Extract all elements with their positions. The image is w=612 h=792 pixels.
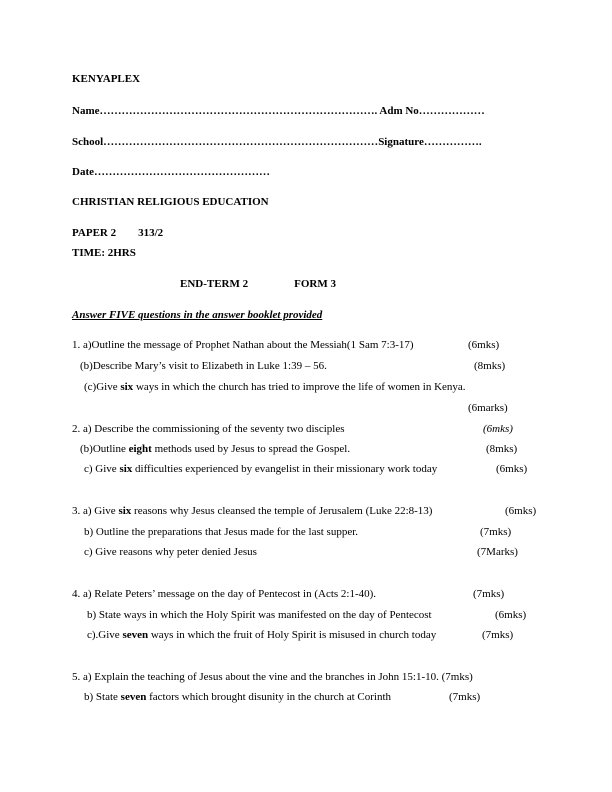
question-1b-marks: (8mks) [474,360,506,372]
question-1c-marks: (6marks) [468,402,508,414]
school-field-row [72,136,482,149]
question-2b-marks: (8mks) [486,443,518,455]
question-2c-marks: (6mks) [496,463,528,475]
question-4b: b) State ways in which the Holy Spirit was manifested on the day of Pentecost [87,609,432,621]
question-2c: c) Give six difficulties experienced by evangelist in their missionary work today [84,463,438,475]
term-label: END-TERM 2 [180,278,249,290]
exam-term [180,278,336,291]
question-2a-marks: (6mks) [483,423,513,435]
question-3b-marks: (7mks) [480,526,512,538]
question-3a: 3. a) Give six reasons why Jesus cleansed the temple of Jerusalem (Luke 22:8-13) [72,505,433,517]
question-1b: (b)Describe Mary’s visit to Elizabeth in Luke 1:39 – 56. [80,360,327,372]
question-4c-marks: (7mks) [482,629,514,641]
question-3a-marks: (6mks) [505,505,537,517]
question-5b: b) State seven factors which brought disunity in the church at Corinth [84,691,392,703]
school-field-label: School………………………………………………………………… [72,136,379,148]
question-1a-marks: (6mks) [468,339,500,351]
brand-title: KENYAPLEX [72,73,141,85]
subject-title: CHRISTIAN RELIGIOUS EDUCATION [72,196,269,208]
question-5a: 5. a) Explain the teaching of Jesus about the vine and the branches in John 15:1-10. (7mks) [72,671,473,683]
question-4a-marks: (7mks) [473,588,505,600]
question-3c: c) Give reasons why peter denied Jesus [84,546,257,558]
exam-instruction: Answer FIVE questions in the answer booklet provided [72,309,323,321]
question-5b-marks: (7mks) [449,691,481,703]
date-field-label: Date………………………………………… [72,166,270,178]
question-1c: (c)Give six ways in which the church has tried to improve the life of women in Kenya. [84,381,466,393]
exam-time: TIME: 2HRS [72,247,136,259]
question-3b: b) Outline the preparations that Jesus made for the last supper. [84,526,359,538]
question-1a: 1. a)Outline the message of Prophet Nathan about the Messiah(1 Sam 7:3-17) [72,339,414,351]
paper-number: PAPER 2 [72,227,117,239]
paper-info [72,227,163,240]
question-3c-marks: (7Marks) [477,546,518,558]
form-label: FORM 3 [294,278,336,290]
question-4c: c).Give seven ways in which the fruit of Holy Spirit is misused in church today [87,629,437,641]
adm-no-field-label: Adm No……………… [377,105,485,117]
question-2a: 2. a) Describe the commissioning of the seventy two disciples [72,423,345,435]
question-4b-marks: (6mks) [495,609,527,621]
name-field-label: Name…………………………………………………………………. [72,105,378,117]
question-4a: 4. a) Relate Peters’ message on the day of Pentecost in (Acts 2:1-40). [72,588,377,600]
signature-field-label: Signature……………. [378,136,482,148]
question-2b: (b)Outline eight methods used by Jesus to spread the Gospel. [80,443,351,455]
name-field-row [72,105,485,118]
paper-code: 313/2 [138,227,164,239]
